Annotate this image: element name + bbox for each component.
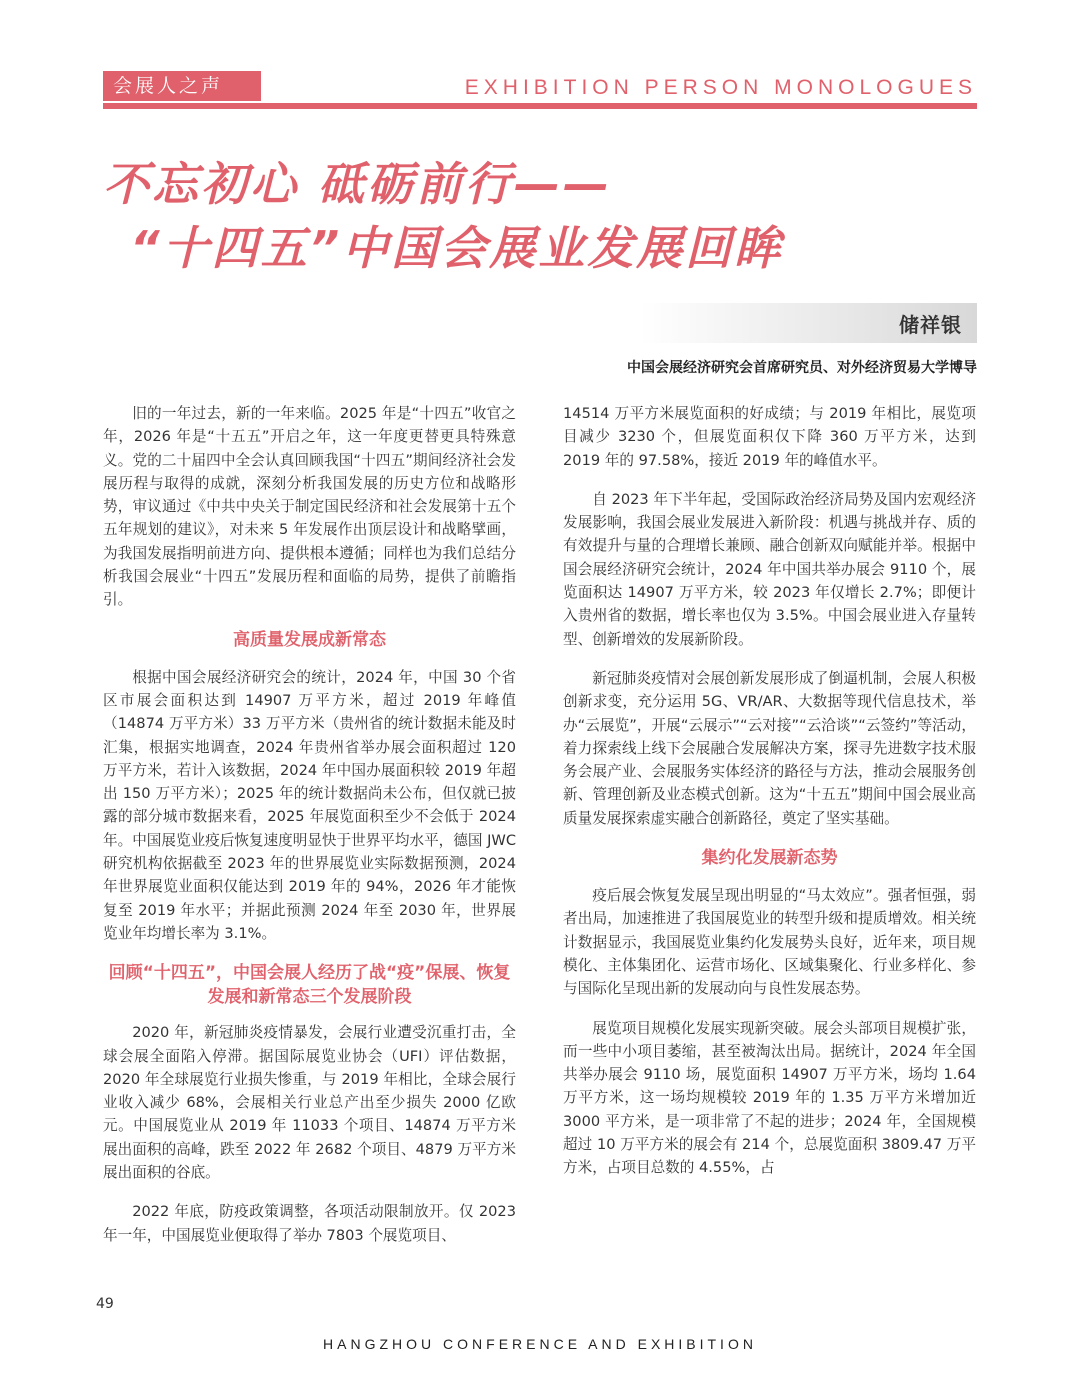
paragraph: 2022 年底，防疫政策调整，各项活动限制放开。仅 2023 年一年，中国展览业便取得了举办 7803 个展览项目、 <box>103 1203 516 1244</box>
page-number: 49 <box>96 1296 114 1312</box>
right-column <box>563 402 976 1196</box>
article-title-line-2: “十四五”中国会展业发展回眸 <box>130 221 784 275</box>
author-name: 储祥银 <box>899 313 962 337</box>
paragraph: 展览项目规模化发展实现新突破。展会头部项目规模扩张，而一些中小项目萎缩，甚至被淘汰出局。据统计，2024 年全国共举办展会 9110 场，展览面积 14907 万平方米，场均 1.64 万平方米，这一场均规模较 2019 年的 1.35 万平方米增加近 3000 平方米，是一项非常了不起的进步；2024 年，全国规模超过 10 万平方米的展会有 214 个，总展览面积 3809.47 万平方米，占项目总数的 4.55%，占 <box>563 1019 976 1177</box>
header-divider <box>103 103 977 109</box>
section-heading: 集约化发展新态势 <box>701 848 838 869</box>
paragraph: 新冠肺炎疫情对会展创新发展形成了倒逼机制，会展人积极创新求变，充分运用 5G、VR/AR、大数据等现代信息技术，举办“云展览”，开展“云展示”“云对接”“云洽谈”“云签约”等活动，着力探索线上线下会展融合发展解决方案，探寻先进数字技术服务会展产业、会展服务实体经济的路径与方法，推动会展服务创新、管理创新及业态模式创新。这为“十五五”期间中国会展业高质量发展探索虚实融合创新路径，奠定了坚实基础。 <box>563 669 976 827</box>
paragraph: 2020 年，新冠肺炎疫情暴发，会展行业遭受沉重打击，全球会展全面陷入停滞。据国际展览业协会（UFI）评估数据，2020 年全球展览行业损失惨重，与 2019 年相比，全球会展行业收入减少 68%，会展相关行业总产出至少损失 2000 亿欧元。中国展览业从 2019 年 11033 个项目、14874 万平方米展出面积的高峰，跌至 2022 年 2682 个项目、4879 万平方米展出面积的谷底。 <box>103 1024 516 1182</box>
section-heading: 高质量发展成新常态 <box>233 629 386 650</box>
paragraph: 根据中国会展经济研究会的统计，2024 年，中国 30 个省区市展会面积达到 14907 万平方米，超过 2019 年峰值（14874 万平方米）33 万平方米（贵州省的统计数据未能及时汇集，根据实地调查，2024 年贵州省举办展会面积超过 120 万平方米，若计入该数据，2024 年中国办展面积较 2019 年超出 150 万平方米）；2025 年的统计数据尚未公布，但仅就已披露的部分城市数据来看，2025 年展览面积至少不会低于 2024 年。中国展览业疫后恢复速度明显快于世界平均水平，德国 JWC 研究机构依据截至 2023 年的世界展览业实际数据预测，2024 年世界展览业面积仅能达到 2019 年的 94%，2026 年才能恢复至 2019 年水平；并据此预测 2024 年至 2030 年，世界展览业年均增长率为 3.1%。 <box>103 668 517 942</box>
paragraph: 14514 万平方米展览面积的好成绩；与 2019 年相比，展览项目减少 3230 个，但展览面积仅下降 360 万平方米，达到 2019 年的 97.58%，接近 2019 年的峰值水平。 <box>563 405 976 469</box>
section-heading: 回顾“十四五”，中国会展人经历了战“疫”保展、恢复发展和新常态三个发展阶段 <box>108 963 511 1008</box>
left-column <box>103 402 516 1263</box>
author-affiliation: 中国会展经济研究会首席研究员、对外经济贸易大学博导 <box>627 360 977 376</box>
column-tag: 会展人之声 <box>103 71 261 101</box>
paragraph: 疫后展会恢复发展呈现出明显的“马太效应”。强者恒强，弱者出局，加速推进了我国展览业的转型升级和提质增效。相关统计数据显示，我国展览业集约化发展势头良好，近年来，项目规模化、主体集团化、运营市场化、区域集聚化、行业多样化、参与国际化呈现出新的发展动向与良性发展态势。 <box>563 887 976 998</box>
article-title-line-1: 不忘初心 砥砺前行—— <box>103 157 613 211</box>
magazine-footer: HANGZHOU CONFERENCE AND EXHIBITION <box>323 1336 757 1352</box>
column-english-title: EXHIBITION PERSON MONOLOGUES <box>464 76 977 99</box>
paragraph: 旧的一年过去，新的一年来临。2025 年是“十四五”收官之年，2026 年是“十五五”开启之年，这一年度更替更具特殊意义。党的二十届四中全会认真回顾我国“十四五”期间经济社会发展历程与取得的成就，深刻分析我国发展的历史方位和战略形势，审议通过《中共中央关于制定国民经济和社会发展第十五个五年规划的建议》，对未来 5 年发展作出顶层设计和战略擘画，为我国发展指明前进方向、提供根本遵循；同样也为我们总结分析我国会展业“十四五”发展历程和面临的局势，提供了前瞻指引。 <box>103 405 516 609</box>
paragraph: 自 2023 年下半年起，受国际政治经济局势及国内宏观经济发展影响，我国会展业发展进入新阶段：机遇与挑战并存、质的有效提升与量的合理增长兼顾、融合创新双向赋能并举。根据中国会展经济研究会统计，2024 年中国共举办展会 9110 个，展览面积达 14907 万平方米，较 2023 年仅增长 2.7%；即便计入贵州省的数据，增长率也仅为 3.5%。中国会展业进入存量转型、创新增效的发展新阶段。 <box>563 490 976 648</box>
